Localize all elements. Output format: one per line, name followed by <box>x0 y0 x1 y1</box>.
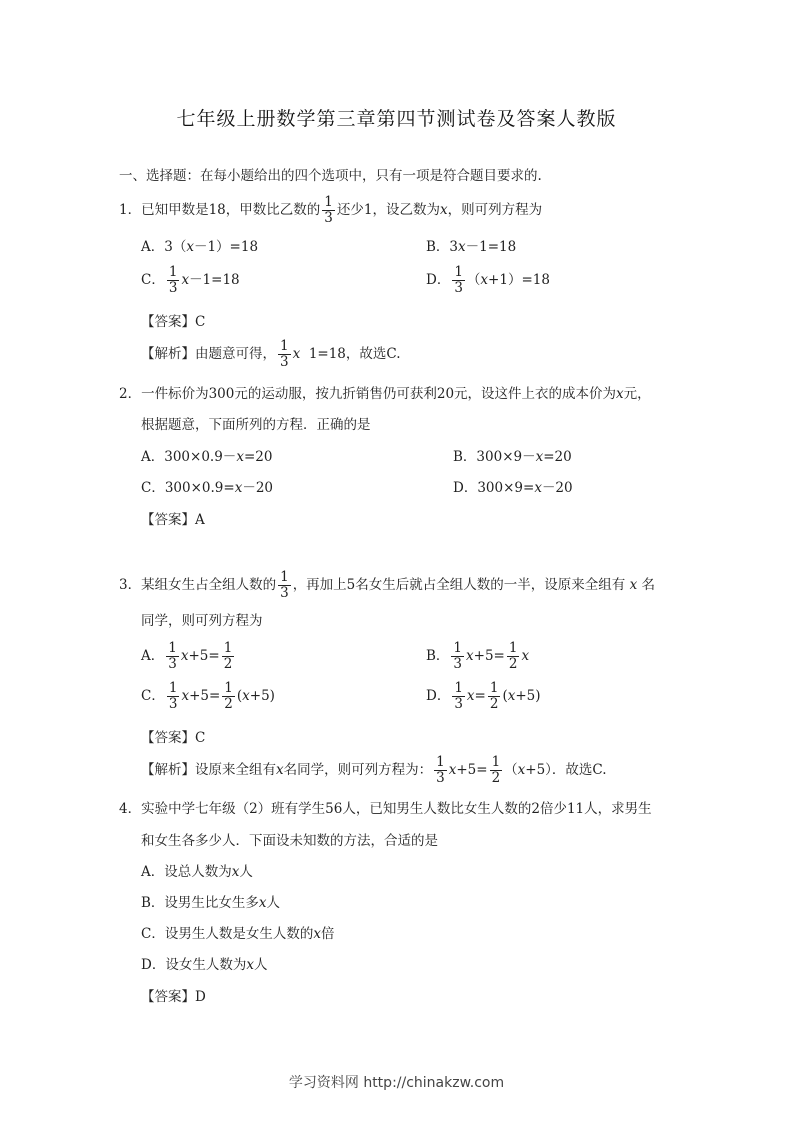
question-3-line1: 3．某组女生占全组人数的 $\frac{1}{3}$ ，再加上5名女生后就占全组人数的一半，设原来全组有 x 名 <box>119 569 655 601</box>
question-4-line2: 和女生各多少人．下面设未知数的方法，合适的是 <box>141 833 438 849</box>
q1-option-d: D． $\frac{1}{3}$ （x+1）=18 <box>426 264 550 296</box>
q4-option-b: B．设男生比女生多x人 <box>141 895 281 911</box>
q3-answer: 【答案】C <box>141 730 206 746</box>
q2-option-b: B．300×9－x=20 <box>453 449 572 465</box>
q3-option-c: C． $\frac{1}{3}$ x+5= $\frac{1}{2}$ (x+5) <box>141 680 275 712</box>
q1-option-a: A．3（x－1）=18 <box>141 239 259 255</box>
question-2-line2: 根据题意，下面所列的方程．正确的是 <box>141 417 371 433</box>
q2-option-c: C．300×0.9=x－20 <box>141 480 274 496</box>
q2-option-d: D．300×9=x－20 <box>453 480 573 496</box>
section-heading: 一、选择题：在每小题给出的四个选项中，只有一项是符合题目要求的. <box>119 168 542 184</box>
q3-option-d: D． $\frac{1}{3}$ x= $\frac{1}{2}$ (x+5) <box>426 680 541 712</box>
q3-option-a: A． $\frac{1}{3}$ x+5= $\frac{1}{2}$ <box>141 640 233 672</box>
q3-analysis: 【解析】设原来全组有x名同学，则可列方程为： $\frac{1}{3}$ x+5= $\frac{1}{2}$ （x+5）．故选C. <box>141 754 607 786</box>
q1-analysis: 【解析】由题意可得， $\frac{1}{3}$ x 1=18，故选C. <box>141 338 401 370</box>
q4-option-a: A．设总人数为x人 <box>141 864 253 880</box>
question-3-line2: 同学，则可列方程为 <box>141 613 263 629</box>
q1-option-b: B．3x－1=18 <box>426 239 517 255</box>
page-title: 七年级上册数学第三章第四节测试卷及答案人教版 <box>176 108 617 130</box>
question-1: 1．已知甲数是18，甲数比乙数的 $\frac{1}{3}$ 还少1，设乙数为x，则可列方程为 <box>119 194 543 226</box>
q4-option-d: D．设女生人数为x人 <box>141 957 268 973</box>
q2-answer: 【答案】A <box>141 512 205 528</box>
question-4-line1: 4．实验中学七年级（2）班有学生56人，已知男生人数比女生人数的2倍少11人，求男生 <box>119 801 652 817</box>
q4-option-c: C．设男生人数是女生人数的x倍 <box>141 926 335 942</box>
q1-option-c: C． $\frac{1}{3}$ x－1=18 <box>141 264 240 296</box>
q2-option-a: A．300×0.9－x=20 <box>141 449 273 465</box>
fraction: $\frac{1}{3}$ <box>324 194 333 226</box>
q4-answer: 【答案】D <box>141 989 206 1005</box>
q3-option-b: B． $\frac{1}{3}$ x+5= $\frac{1}{2}$ x <box>426 640 530 672</box>
question-2-line1: 2．一件标价为300元的运动服，按九折销售仍可获利20元，设这件上衣的成本价为x元， <box>119 386 651 402</box>
footer-watermark: 学习资料网 http://chinakzw.com <box>288 1075 505 1091</box>
q1-answer: 【答案】C <box>141 314 206 330</box>
